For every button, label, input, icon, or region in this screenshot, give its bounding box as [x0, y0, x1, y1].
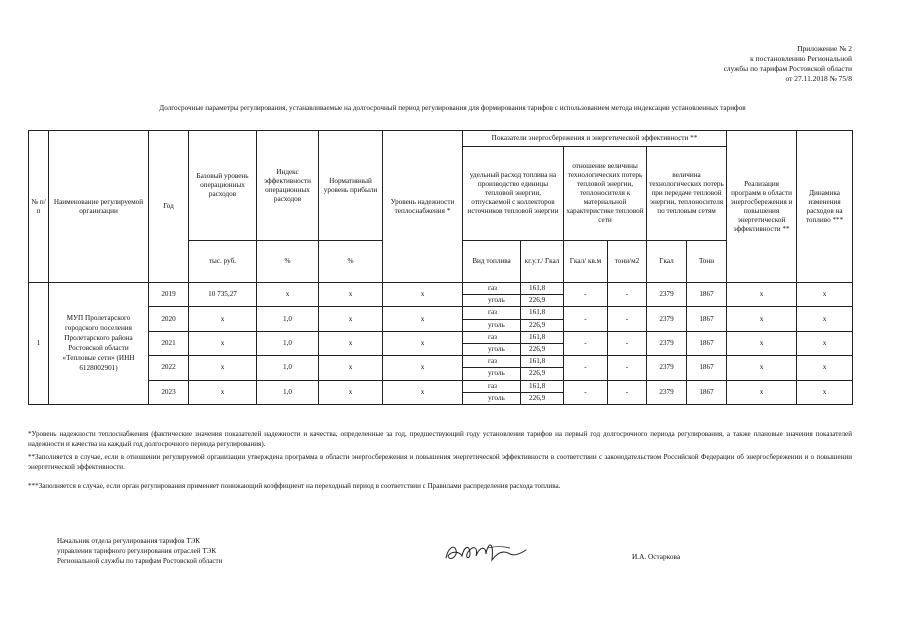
appendix-header — [652, 44, 852, 84]
cell-fuel-gas: газ — [463, 380, 521, 392]
signature-line-3: Региональной службы по тарифам Ростовской области — [57, 557, 223, 565]
appendix-line-1: Приложение № 2 — [797, 44, 852, 53]
parameters-table — [28, 130, 853, 405]
signer-name: И.А. Остаркова — [632, 552, 681, 561]
cell-loss-ratio-2: - — [608, 283, 647, 307]
appendix-line-3: службы по тарифам Ростовской области — [723, 64, 852, 73]
appendix-line-4: от 27.11.2018 № 75/8 — [785, 74, 852, 83]
unit-base: тыс. руб. — [189, 241, 257, 283]
cell-base: х — [189, 380, 257, 404]
cell-loss-value-2: 1867 — [687, 331, 727, 355]
table-row — [29, 283, 853, 295]
document-title: Долгосрочные параметры регулирования, устанавливаемые на долгосрочный период регулирования для формирования тарифов с использованием метода индексации установленных тарифов — [159, 104, 746, 112]
cell-index: х — [257, 283, 319, 307]
cell-fuel-gas-value: 161,8 — [521, 283, 564, 295]
cell-year: 2020 — [149, 307, 189, 331]
cell-dynamics: х — [797, 307, 853, 331]
unit-index: % — [257, 241, 319, 283]
cell-profit: х — [319, 380, 383, 404]
signature-position — [57, 536, 297, 566]
header-loss-value: величина технологических потерь при передаче тепловой энергии, теплоносителя по тепловым сетям — [647, 147, 727, 241]
cell-index: 1,0 — [257, 307, 319, 331]
organization-name: МУП Пролетарского городского поселения Пролетарского района Ростовской области «Тепловые сети» (ИНН 6128002901) — [49, 283, 149, 405]
cell-fuel-gas: газ — [463, 331, 521, 343]
cell-profit: х — [319, 331, 383, 355]
cell-reliability: х — [383, 307, 463, 331]
cell-loss-ratio-2: - — [608, 356, 647, 380]
cell-reliability: х — [383, 283, 463, 307]
header-year: Год — [149, 131, 189, 283]
cell-index: 1,0 — [257, 380, 319, 404]
cell-loss-value-2: 1867 — [687, 307, 727, 331]
table-row — [29, 307, 853, 319]
table-row — [29, 331, 853, 343]
footnote-fuel-costs: ***Заполняется в случае, если орган регулирования применяет понижающий коэффициент на переходный период в соответствии с Правилами распределения расхода топлива. — [28, 482, 561, 490]
cell-loss-ratio-1: - — [564, 307, 608, 331]
cell-program: х — [727, 331, 797, 355]
signature-line-1: Начальник отдела регулирования тарифов ТЭК — [57, 537, 201, 545]
header-num: № п/п — [29, 131, 49, 283]
cell-fuel-coal: уголь — [463, 295, 521, 307]
cell-reliability: х — [383, 331, 463, 355]
appendix-line-2: к постановлению Региональной — [750, 54, 852, 63]
header-organization: Наименование регулируемой организации — [49, 131, 149, 283]
cell-index: 1,0 — [257, 331, 319, 355]
header-row-1 — [29, 131, 853, 147]
cell-profit: х — [319, 356, 383, 380]
cell-loss-value-1: 2379 — [647, 283, 687, 307]
cell-profit: х — [319, 283, 383, 307]
cell-program: х — [727, 307, 797, 331]
cell-fuel-coal: уголь — [463, 343, 521, 355]
cell-loss-ratio-1: - — [564, 356, 608, 380]
cell-loss-ratio-2: - — [608, 331, 647, 355]
cell-fuel-coal-value: 226,9 — [521, 295, 564, 307]
table-row — [29, 380, 853, 392]
footnote-energy-program: **Заполняется в случае, если в отношении регулируемой организации утверждена программа в области энергосбережения и повышения энергетической эффективности в соответствии с законодательством Российской Федерации об энергосбережении и о повышении энергетической эффективности. — [28, 453, 852, 471]
header-energy-group: Показатели энергосбережения и энергетической эффективности ** — [463, 131, 727, 147]
unit-profit: % — [319, 241, 383, 283]
cell-loss-ratio-1: - — [564, 331, 608, 355]
cell-fuel-gas: газ — [463, 307, 521, 319]
cell-dynamics: х — [797, 380, 853, 404]
cell-loss-ratio-2: - — [608, 307, 647, 331]
cell-loss-value-1: 2379 — [647, 331, 687, 355]
unit-loss-ratio-1: Гкал/ кв.м — [564, 241, 608, 283]
cell-fuel-gas: газ — [463, 283, 521, 295]
cell-base: х — [189, 307, 257, 331]
cell-fuel-gas-value: 161,8 — [521, 307, 564, 319]
header-loss-ratio: отношение величины технологических потерь тепловой энергии, теплоносителя к материальной характеристике тепловой сети — [564, 147, 647, 241]
cell-fuel-coal-value: 226,9 — [521, 368, 564, 380]
cell-base: 10 735,27 — [189, 283, 257, 307]
header-profit: Нормативный уровень прибыли — [319, 131, 383, 241]
cell-base: х — [189, 331, 257, 355]
cell-loss-ratio-1: - — [564, 380, 608, 404]
cell-profit: х — [319, 307, 383, 331]
unit-fuel: кг.у.т./ Гкал — [521, 241, 564, 283]
cell-fuel-coal: уголь — [463, 392, 521, 404]
cell-year: 2022 — [149, 356, 189, 380]
cell-year: 2019 — [149, 283, 189, 307]
unit-loss-value-1: Гкал — [647, 241, 687, 283]
unit-loss-ratio-2: тонн/м2 — [608, 241, 647, 283]
header-efficiency-index: Индекс эффективности операционных расходов — [257, 131, 319, 241]
cell-dynamics: х — [797, 356, 853, 380]
header-reliability: Уровень надежности теплоснабжения * — [383, 131, 463, 283]
header-dynamics: Динамика изменения расходов на топливо *** — [797, 131, 853, 283]
cell-dynamics: х — [797, 283, 853, 307]
cell-loss-value-1: 2379 — [647, 356, 687, 380]
cell-year: 2023 — [149, 380, 189, 404]
cell-base: х — [189, 356, 257, 380]
cell-dynamics: х — [797, 331, 853, 355]
table-row — [29, 356, 853, 368]
cell-fuel-gas: газ — [463, 356, 521, 368]
handwritten-signature — [440, 536, 530, 570]
cell-index: 1,0 — [257, 356, 319, 380]
cell-program: х — [727, 283, 797, 307]
cell-loss-value-2: 1867 — [687, 356, 727, 380]
unit-loss-value-2: Тонн — [687, 241, 727, 283]
cell-fuel-coal-value: 226,9 — [521, 392, 564, 404]
header-specific-fuel: удельный расход топлива на производство единицы тепловой энергии, отпускаемой с коллекторов источников тепловой энергии — [463, 147, 564, 241]
footnote-reliability: *Уровень надежности теплоснабжения (фактические значения показателей надежности и качества, определенные за год, предшествующий году установления тарифов на первый год долгосрочного периода регулирования, а также плановые значения показателей надежности и качества на каждый год долгосрочного периода регулирования). — [28, 430, 852, 448]
cell-loss-value-2: 1867 — [687, 283, 727, 307]
cell-fuel-coal-value: 226,9 — [521, 319, 564, 331]
cell-reliability: х — [383, 380, 463, 404]
cell-loss-value-1: 2379 — [647, 307, 687, 331]
cell-program: х — [727, 380, 797, 404]
cell-fuel-gas-value: 161,8 — [521, 331, 564, 343]
cell-fuel-coal-value: 226,9 — [521, 343, 564, 355]
cell-fuel-gas-value: 161,8 — [521, 356, 564, 368]
unit-fuel-type: Вид топлива — [463, 241, 521, 283]
cell-year: 2021 — [149, 331, 189, 355]
header-program: Реализация программ в области энергосбережения и повышения энергетической эффективности ** — [727, 131, 797, 283]
cell-loss-value-1: 2379 — [647, 380, 687, 404]
cell-fuel-gas-value: 161,8 — [521, 380, 564, 392]
cell-fuel-coal: уголь — [463, 319, 521, 331]
cell-fuel-coal: уголь — [463, 368, 521, 380]
cell-program: х — [727, 356, 797, 380]
signature-line-2: управления тарифного регулирования отраслей ТЭК — [57, 547, 217, 555]
cell-loss-ratio-2: - — [608, 380, 647, 404]
cell-loss-value-2: 1867 — [687, 380, 727, 404]
row-number: 1 — [29, 283, 49, 405]
cell-reliability: х — [383, 356, 463, 380]
header-base-costs: Базовый уровень операционных расходов — [189, 131, 257, 241]
cell-loss-ratio-1: - — [564, 283, 608, 307]
